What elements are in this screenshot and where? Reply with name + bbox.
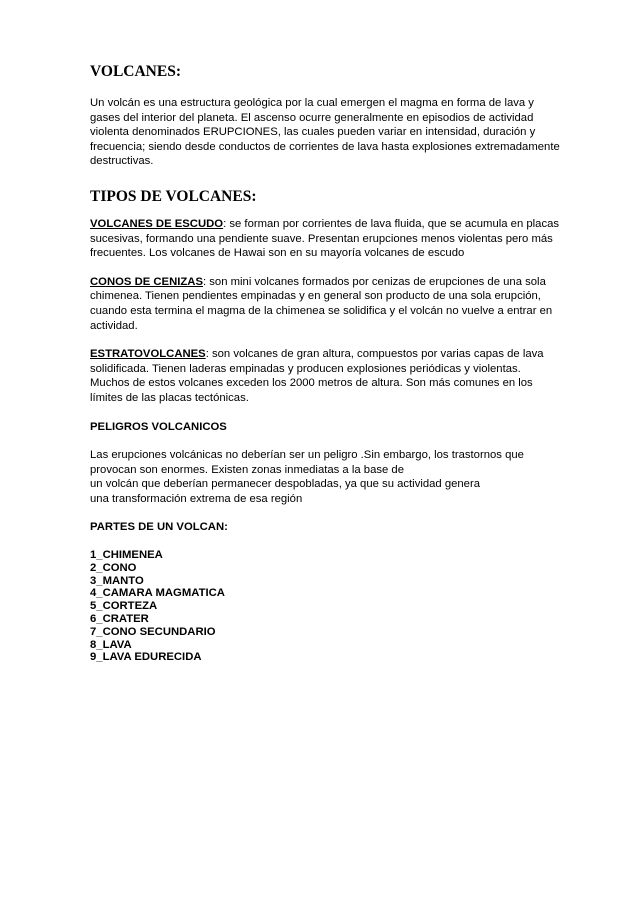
list-item: 6_CRATER xyxy=(90,613,149,626)
type-term: CONOS DE CENIZAS xyxy=(90,275,203,288)
type-paragraph-cinder xyxy=(90,275,560,333)
type-paragraph-strato xyxy=(90,347,560,405)
dangers-line: Las erupciones volcánicas no deberían ser un peligro .Sin embargo, los trastornos que xyxy=(90,449,524,462)
list-item: 2_CONO xyxy=(90,561,137,574)
type-description: : son volcanes de gran altura, compuestos por varias capas de lava solidificada. Tienen laderas empinadas y producen explosiones periódicas y violentas. Muchos de estos volcanes exceden los 2000 metros de altura. Son más comunes en los límites de las placas tectónicas. xyxy=(90,348,544,404)
dangers-line: provocan son enormes. Existen zonas inmediatas a la base de xyxy=(90,463,404,476)
dangers-line: una transformación extrema de esa región xyxy=(90,492,303,505)
type-term: ESTRATOVOLCANES xyxy=(90,348,206,361)
list-item: 5_CORTEZA xyxy=(90,600,158,613)
list-item: 3_MANTO xyxy=(90,574,144,587)
type-description: : se forman por corrientes de lava fluida, que se acumula en placas sucesivas, formando una pendiente suave. Presentan erupciones menos violentas pero más frecuentes. Los volcanes de Hawai son en su mayoría volcanes de escudo xyxy=(90,217,560,260)
intro-paragraph: Un volcán es una estructura geológica por la cual emergen el magma en forma de lava y gases del interior del planeta. El ascenso ocurre generalmente en episodios de actividad violenta denominados ERUPCIONES, las cuales pueden variar en intensidad, duración y frecuencia; siendo desde conductos de corrientes de lava hasta explosiones extremadamente destructivas. xyxy=(90,97,560,168)
document-page xyxy=(90,62,560,664)
list-item: 8_LAVA xyxy=(90,638,132,651)
type-description: : son mini volcanes formados por cenizas de erupciones de una sola chimenea. Tienen pendientes empinadas y en general son producto de una sola erupción, cuando esta termina el magma de la chimenea se solidifica y el volcán no vuelve a entrar en actividad. xyxy=(90,275,553,332)
parts-list xyxy=(90,549,560,664)
document-title: VOLCANES: xyxy=(90,63,181,80)
list-item: 9_LAVA EDURECIDA xyxy=(90,651,202,664)
dangers-heading: PELIGROS VOLCANICOS xyxy=(90,420,227,433)
type-paragraph-shield xyxy=(90,217,560,261)
parts-heading: PARTES DE UN VOLCAN: xyxy=(90,521,228,534)
types-heading: TIPOS DE VOLCANES: xyxy=(90,187,257,205)
type-term: VOLCANES DE ESCUDO xyxy=(90,217,224,230)
list-item: 4_CAMARA MAGMATICA xyxy=(90,587,225,600)
list-item: 1_CHIMENEA xyxy=(90,549,163,562)
list-item: 7_CONO SECUNDARIO xyxy=(90,625,216,638)
dangers-line: un volcán que deberían permanecer despobladas, ya que su actividad genera xyxy=(90,478,481,491)
dangers-paragraph xyxy=(90,448,560,506)
